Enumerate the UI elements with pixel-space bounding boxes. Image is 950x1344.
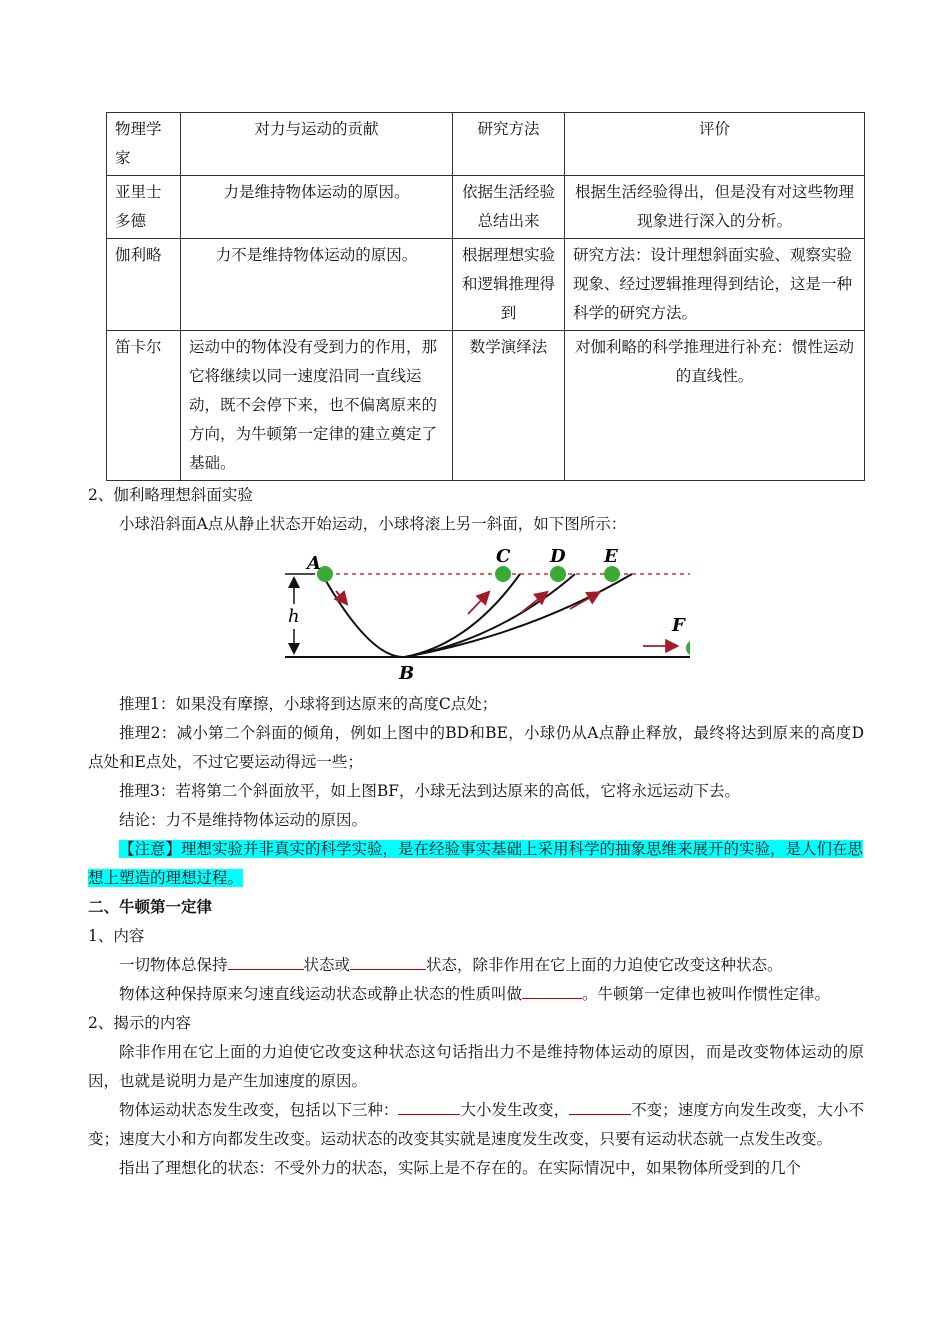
physicists-table <box>106 112 865 481</box>
cell-contribution: 运动中的物体没有受到力的作用，那它将继续以同一速度沿同一直线运动，既不会停下来，也不偏离原来的方向，为牛顿第一定律的建立奠定了基础。 <box>181 331 453 481</box>
fill-blank <box>398 1098 460 1115</box>
reveal-paragraph-2 <box>88 1096 864 1154</box>
header-scientist: 物理学家 <box>107 113 181 176</box>
inference-1: 推理1：如果没有摩擦，小球将到达原来的高度C点处； <box>119 695 498 713</box>
incline-ab <box>322 574 405 657</box>
fill-blank <box>228 953 304 970</box>
arrow-e <box>570 593 598 609</box>
cell-method: 数学演绎法 <box>453 331 565 481</box>
inference-2: 推理2：减小第二个斜面的倾角，例如上图中的BD和BE，小球仍从A点静止释放，最终将达到原来的高度D点处和E点处，不过它要运动得远一些； <box>88 724 864 771</box>
header-contribution: 对力与运动的贡献 <box>181 113 453 176</box>
cell-method: 根据理想实验和逻辑推理得到 <box>453 239 565 331</box>
label-f: F <box>672 615 685 636</box>
label-h: h <box>288 606 300 627</box>
header-evaluation: 评价 <box>565 113 865 176</box>
section-heading: 2、伽利略理想斜面实验 <box>88 486 253 504</box>
subsection-heading: 1、内容 <box>88 927 145 945</box>
cell-evaluation: 根据生活经验得出，但是没有对这些物理现象进行深入的分析。 <box>565 176 865 239</box>
table-row <box>107 176 865 239</box>
text-run: 状态，除非作用在它上面的力迫使它改变这种状态。 <box>426 956 783 974</box>
cell-scientist: 伽利略 <box>107 239 181 331</box>
fill-blank <box>522 982 582 999</box>
header-method: 研究方法 <box>453 113 565 176</box>
subsection-heading: 2、揭示的内容 <box>88 1014 191 1032</box>
label-b: B <box>399 663 415 684</box>
incline-diagram <box>260 549 690 684</box>
table-row <box>107 239 865 331</box>
reveal-paragraph-3: 指出了理想化的状态：不受外力的状态，实际上是不存在的。在实际情况中，如果物体所受到的几个 <box>119 1159 802 1177</box>
fill-blank <box>569 1098 631 1115</box>
ball-c <box>495 566 511 582</box>
label-e: E <box>604 549 618 567</box>
text-run: 物体运动状态发生改变，包括以下三种： <box>119 1101 399 1119</box>
part-heading: 二、牛顿第一定律 <box>88 898 213 916</box>
cell-evaluation: 研究方法：设计理想斜面实验、观察实验现象、经过逻辑推理得到结论，这是一种科学的研究方法。 <box>565 239 865 331</box>
cell-evaluation: 对伽利略的科学推理进行补充：惯性运动的直线性。 <box>565 331 865 481</box>
content-line-2 <box>88 980 864 1009</box>
cell-contribution: 力不是维持物体运动的原因。 <box>181 239 453 331</box>
note-highlight: 【注意】理想实验并非真实的科学实验，是在经验事实基础上采用科学的抽象思维来展开的实验，是人们在思想上塑造的理想过程。 <box>88 840 864 887</box>
reveal-paragraph-1: 除非作用在它上面的力迫使它改变这种状态这句话指出力不是维持物体运动的原因，而是改变物体运动的原因，也就是说明力是产生加速度的原因。 <box>88 1043 864 1090</box>
ball-f <box>686 640 690 656</box>
ball-e <box>604 566 620 582</box>
cell-contribution: 力是维持物体运动的原因。 <box>181 176 453 239</box>
text-run: 状态或 <box>303 956 351 974</box>
text-run: 物体这种保持原来匀速直线运动状态或静止状态的性质叫做 <box>119 985 523 1003</box>
label-d: D <box>550 549 566 567</box>
content-line-1 <box>88 951 864 980</box>
table-row <box>107 331 865 481</box>
cell-scientist: 笛卡尔 <box>107 331 181 481</box>
document-page <box>88 112 864 1183</box>
label-c: C <box>496 549 511 567</box>
table-header-row <box>107 113 865 176</box>
text-run: 不变；速度方向发生改变，大小不变；速度大小和方向都发生改变。运动状态的改变其实就是速度发生改变，只要有运动状态就一点发生改变。 <box>88 1101 864 1148</box>
cell-method: 依据生活经验总结出来 <box>453 176 565 239</box>
inference-3: 推理3：若将第二个斜面放平，如上图BF，小球无法到达原来的高低，它将永远运动下去。 <box>119 782 741 800</box>
note-paragraph <box>88 835 864 893</box>
cell-scientist: 亚里士多德 <box>107 176 181 239</box>
paragraph: 小球沿斜面A点从静止状态开始运动，小球将滚上另一斜面，如下图所示： <box>119 515 627 533</box>
label-a: A <box>307 553 321 574</box>
text-run: 大小发生改变， <box>460 1101 570 1119</box>
text-run: 一切物体总保持 <box>119 956 228 974</box>
incline-diagram-svg <box>260 549 690 684</box>
arrow-c <box>468 593 488 614</box>
conclusion: 结论：力不是维持物体运动的原因。 <box>119 811 368 829</box>
text-run: 。牛顿第一定律也被叫作惯性定律。 <box>582 985 831 1003</box>
fill-blank <box>350 953 426 970</box>
arrow-d <box>522 593 546 612</box>
ball-d <box>550 566 566 582</box>
